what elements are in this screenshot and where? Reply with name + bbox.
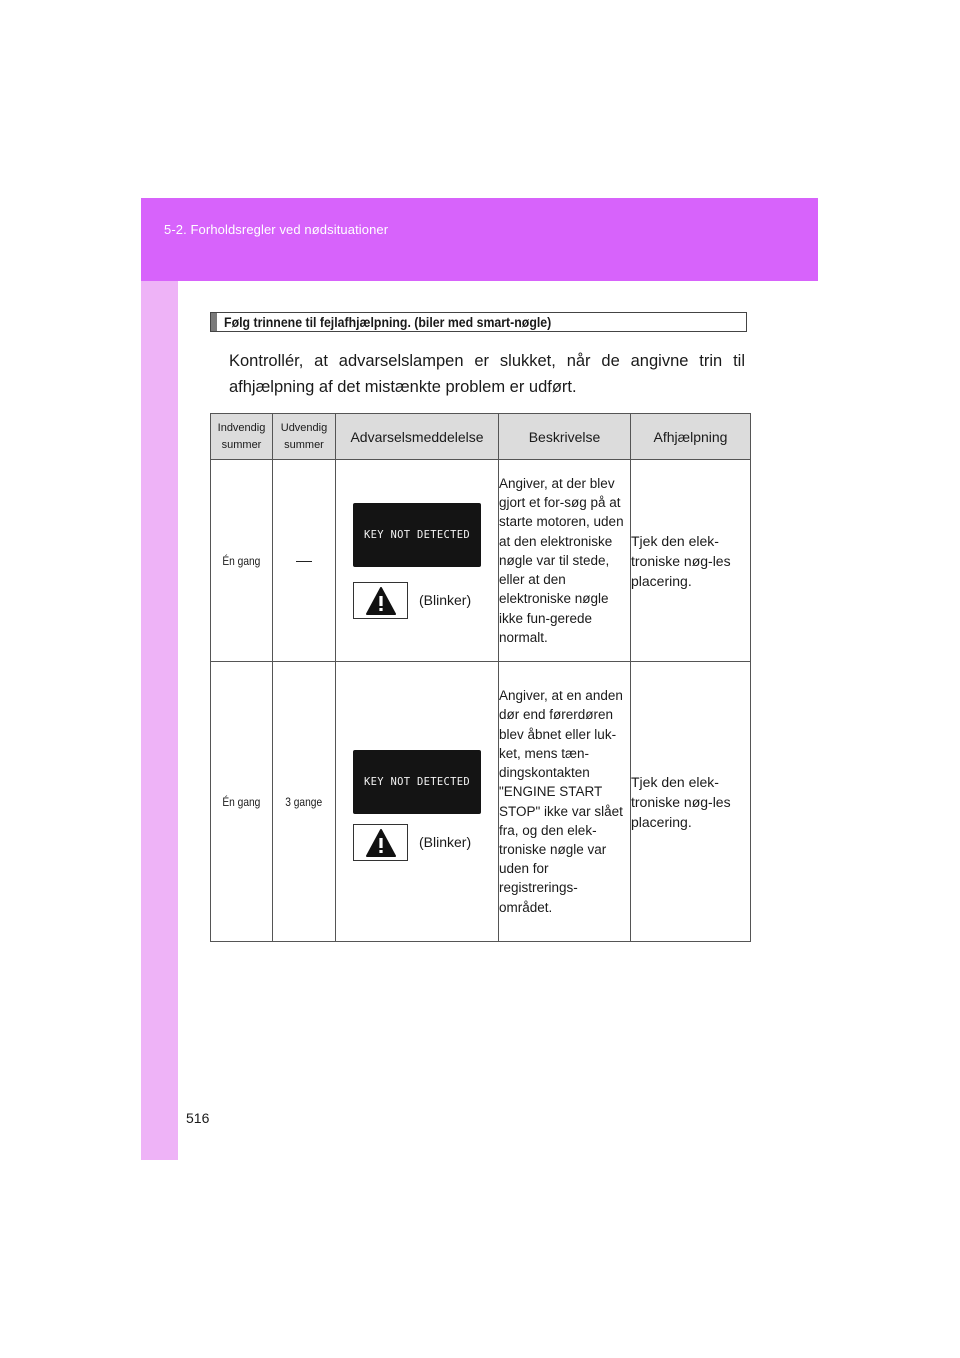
troubleshooting-table	[210, 413, 751, 942]
section-heading-text: Følg trinnene til fejlafhjælpning. (biler med smart-nøgle)	[224, 314, 552, 330]
col-header-exterior-buzzer: Udvendig summer	[273, 414, 336, 460]
side-strip	[141, 198, 178, 1160]
table-row	[211, 662, 751, 942]
interior-buzzer-cell: Én gang	[211, 460, 273, 662]
none-dash	[296, 561, 312, 562]
warning-exclamation-icon	[353, 582, 408, 619]
display-text: KEY NOT DETECTED	[364, 529, 470, 541]
intro-paragraph: Kontrollér, at advarselslampen er slukket, når de angivne trin til afhjælpning af det mistænkte problem er udført.	[229, 352, 745, 396]
table-row	[211, 460, 751, 662]
remedy-cell: Tjek den elek-troniske nøg-les placering.	[631, 460, 751, 662]
page-number: 516	[186, 1110, 210, 1126]
warning-message-cell	[336, 662, 499, 942]
display-text: KEY NOT DETECTED	[364, 776, 470, 788]
section-title: 5-2. Forholdsregler ved nødsituationer	[164, 222, 389, 237]
remedy-cell: Tjek den elek-troniske nøg-les placering.	[631, 662, 751, 942]
message-display	[353, 503, 481, 567]
blink-note: (Blinker)	[419, 592, 472, 608]
warning-message-cell	[336, 460, 499, 662]
interior-buzzer-cell: Én gang	[211, 662, 273, 942]
description-cell: Angiver, at der blev gjort et for-søg på at starte motoren, uden at den elektroniske nøgle var til stede, eller at den elektroniske nøgle ikke fun-gerede normalt.	[499, 460, 631, 662]
blink-note: (Blinker)	[419, 834, 472, 850]
col-header-description: Beskrivelse	[499, 414, 631, 460]
exterior-buzzer-cell: 3 gange	[273, 662, 336, 942]
warning-exclamation-icon	[353, 824, 408, 861]
message-display	[353, 750, 481, 814]
exterior-buzzer-cell	[273, 460, 336, 662]
col-header-interior-buzzer: Indvendig summer	[211, 414, 273, 460]
description-cell: Angiver, at en anden dør end førerdøren blev åbnet eller luk-ket, mens tæn-dingskontakten "ENGINE START STOP" ikke var slået fra, og den elek-troniske nøgle var uden for registrerings-området.	[499, 662, 631, 942]
chapter-header	[141, 198, 818, 281]
section-heading	[210, 312, 747, 332]
col-header-warning-message: Advarselsmeddelelse	[336, 414, 499, 460]
table-header-row	[211, 414, 751, 460]
col-header-remedy: Afhjælpning	[631, 414, 751, 460]
